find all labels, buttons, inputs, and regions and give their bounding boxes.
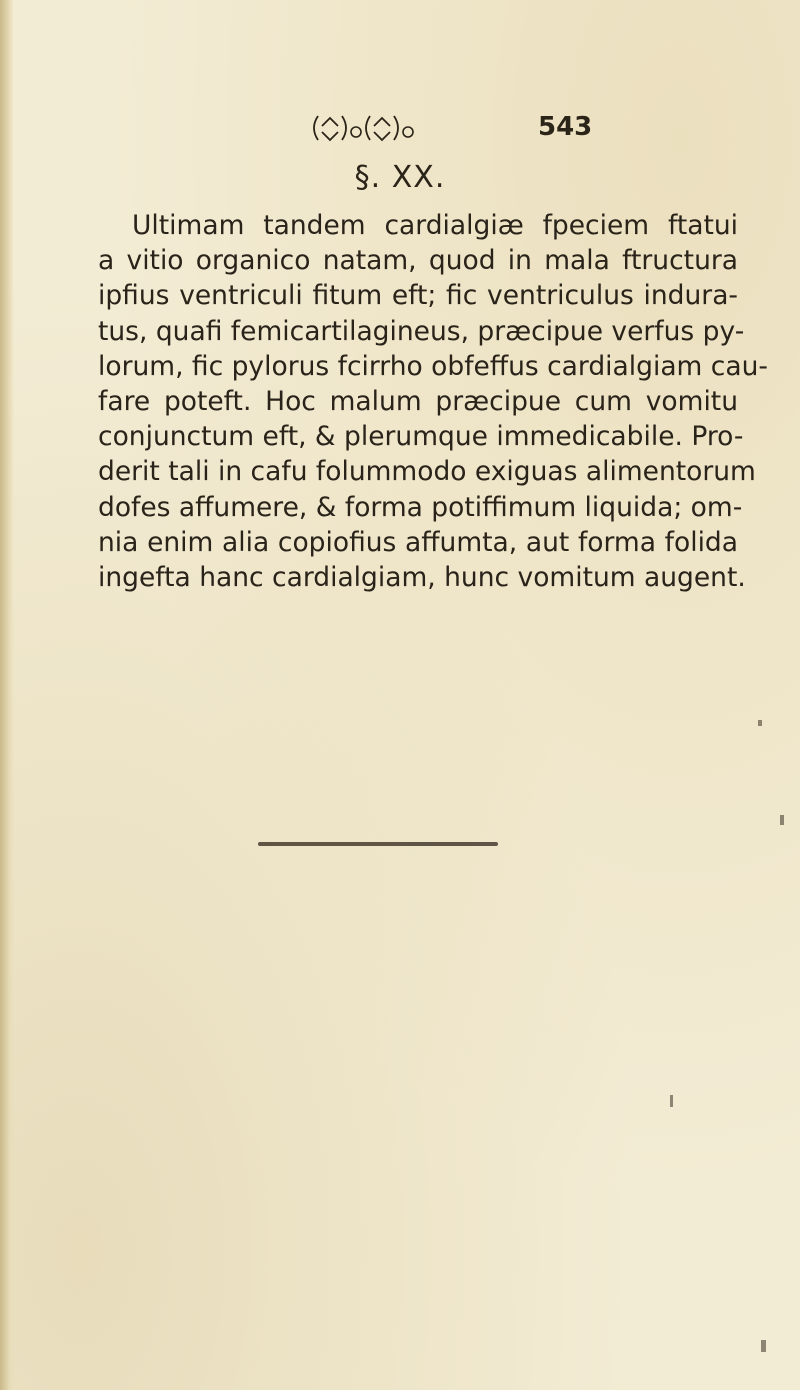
divider-rule — [258, 842, 498, 846]
paragraph-line: ingefta hanc cardialgiam, hunc vomitum augent. — [98, 562, 746, 594]
paragraph-line: lorum, fic pylorus fcirrho obfeffus cardialgiam cau- — [98, 350, 768, 382]
section-heading: §. XX. — [354, 160, 446, 195]
paragraph-line: derit tali in cafu folummodo exiguas alimentorum — [98, 456, 756, 488]
paper-speck — [780, 815, 784, 825]
paragraph-line: ipfius ventriculi fitum eft; fic ventriculus indura- — [98, 280, 738, 312]
paper-speck — [758, 720, 762, 726]
running-head — [306, 108, 486, 148]
paragraph-line: dofes affumere, & forma potiffimum liquida; om- — [98, 491, 743, 523]
page-spine-edge — [0, 0, 14, 1390]
paragraph-line: nia enim alia copiofius affumta, aut forma folida — [98, 526, 738, 558]
paragraph — [98, 208, 768, 595]
paragraph-line: Ultimam tandem cardialgiæ fpeciem ftatui — [132, 210, 738, 241]
paragraph-line: a vitio organico natam, quod in mala ftructura — [98, 245, 738, 277]
paragraph-line: tus, quafi femicartilagineus, præcipue verfus py- — [98, 315, 745, 347]
paragraph-line: conjunctum eft, & plerumque immedicabile. Pro- — [98, 421, 744, 453]
page-number: 543 — [538, 112, 593, 142]
paper-speck — [761, 1340, 766, 1352]
paragraph-line: fare poteft. Hoc malum præcipue cum vomitu — [98, 386, 738, 418]
printer-ornament-icon — [306, 110, 466, 146]
paper-speck — [670, 1095, 673, 1107]
